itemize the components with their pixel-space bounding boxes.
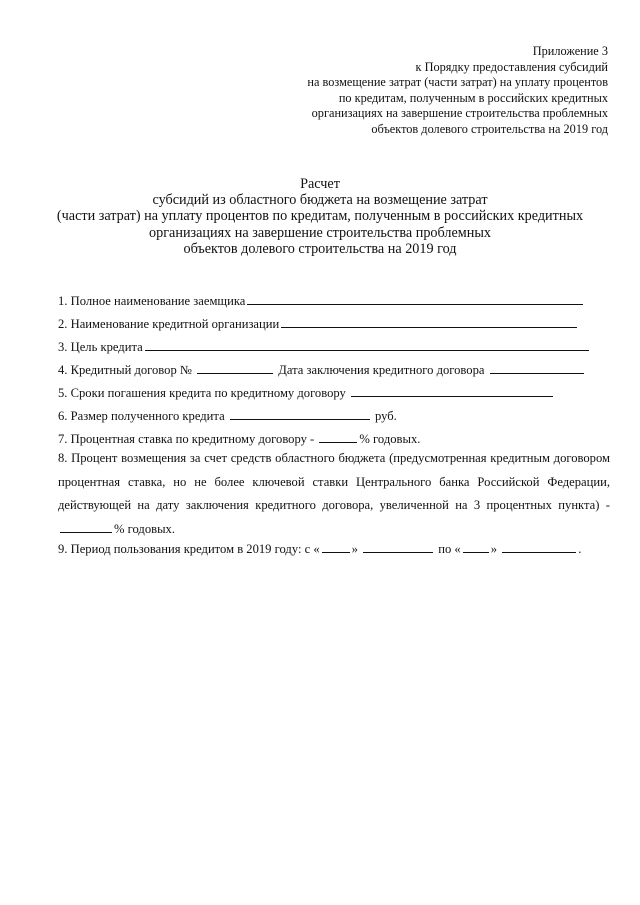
appendix-line: к Порядку предоставления субсидий: [415, 59, 608, 74]
interest-rate-field[interactable]: [319, 430, 357, 443]
to-label: по «: [438, 542, 461, 556]
repayment-terms-field[interactable]: [351, 384, 553, 397]
appendix-line: объектов долевого строительства на 2019 год: [371, 121, 608, 136]
title-line: субсидий из областного бюджета на возмещение затрат: [152, 192, 488, 209]
item-label: 3. Цель кредита: [58, 340, 143, 354]
appendix-header: [248, 44, 608, 138]
start-day-field[interactable]: [322, 540, 350, 553]
quote-close: »: [490, 542, 498, 556]
borrower-name-field[interactable]: [247, 292, 583, 305]
reimbursement-percent-field[interactable]: [60, 520, 112, 533]
title-line: Расчет: [300, 176, 340, 192]
credit-purpose-field[interactable]: [145, 338, 589, 351]
item-label: 9. Период пользования кредитом в 2019 году: с: [58, 542, 311, 556]
document-title: [30, 176, 610, 257]
item-label: 6. Размер полученного кредита: [58, 409, 225, 423]
title-line: объектов долевого строительства на 2019 год: [183, 240, 457, 257]
end-day-field[interactable]: [463, 540, 489, 553]
item-label: 7. Процентная ставка по кредитному договору -: [58, 432, 315, 446]
quote-close: »: [351, 542, 358, 556]
item-repayment-terms: [58, 384, 555, 400]
title-line: организациях на завершение строительства проблемных: [149, 224, 491, 241]
appendix-line: организациях на завершение строительства проблемных: [311, 106, 608, 121]
item-label: 4. Кредитный договор №: [58, 363, 192, 377]
item-reimbursement-percent: [58, 447, 610, 541]
unit-label: % годовых.: [359, 432, 421, 446]
agreement-date-field[interactable]: [490, 361, 584, 374]
quote-open: «: [313, 542, 320, 556]
item-borrower-name: [58, 292, 585, 308]
period-end: .: [578, 542, 582, 556]
item-label: 2. Наименование кредитной организации: [58, 317, 280, 331]
credit-amount-field[interactable]: [230, 407, 370, 420]
agreement-number-field[interactable]: [197, 361, 273, 374]
item-credit-amount: [58, 407, 397, 423]
item-credit-organization: [58, 315, 579, 331]
appendix-line: на возмещение затрат (части затрат) на уплату процентов: [307, 75, 608, 90]
item-usage-period: [58, 540, 581, 557]
appendix-line: Приложение 3: [532, 44, 608, 58]
title-line: (части затрат) на уплату процентов по кредитам, полученным в российских кредитных: [56, 208, 584, 225]
item-credit-purpose: [58, 338, 591, 354]
appendix-line: по кредитам, полученным в российских кредитных: [338, 90, 608, 105]
unit-label: руб.: [374, 409, 397, 423]
item-interest-rate: [58, 430, 420, 446]
item-credit-agreement: [58, 361, 586, 377]
item-label: 5. Сроки погашения кредита по кредитному договору: [58, 386, 346, 400]
credit-organization-field[interactable]: [281, 315, 577, 328]
item-label: 1. Полное наименование заемщика: [58, 294, 246, 308]
unit-label: % годовых.: [114, 521, 175, 536]
start-month-field[interactable]: [363, 540, 433, 553]
item-text: 8. Процент возмещения за счет средств областного бюджета (предусмотренная кредитным договором процентная ставка, но не более ключевой ставки Центрального банка Российской Федерации, действующей на дату заключения кредитного договора, увеличенной на 3 процентных пункта) -: [58, 451, 610, 513]
end-month-field[interactable]: [502, 540, 576, 553]
item-label: Дата заключения кредитного договора: [278, 363, 485, 377]
